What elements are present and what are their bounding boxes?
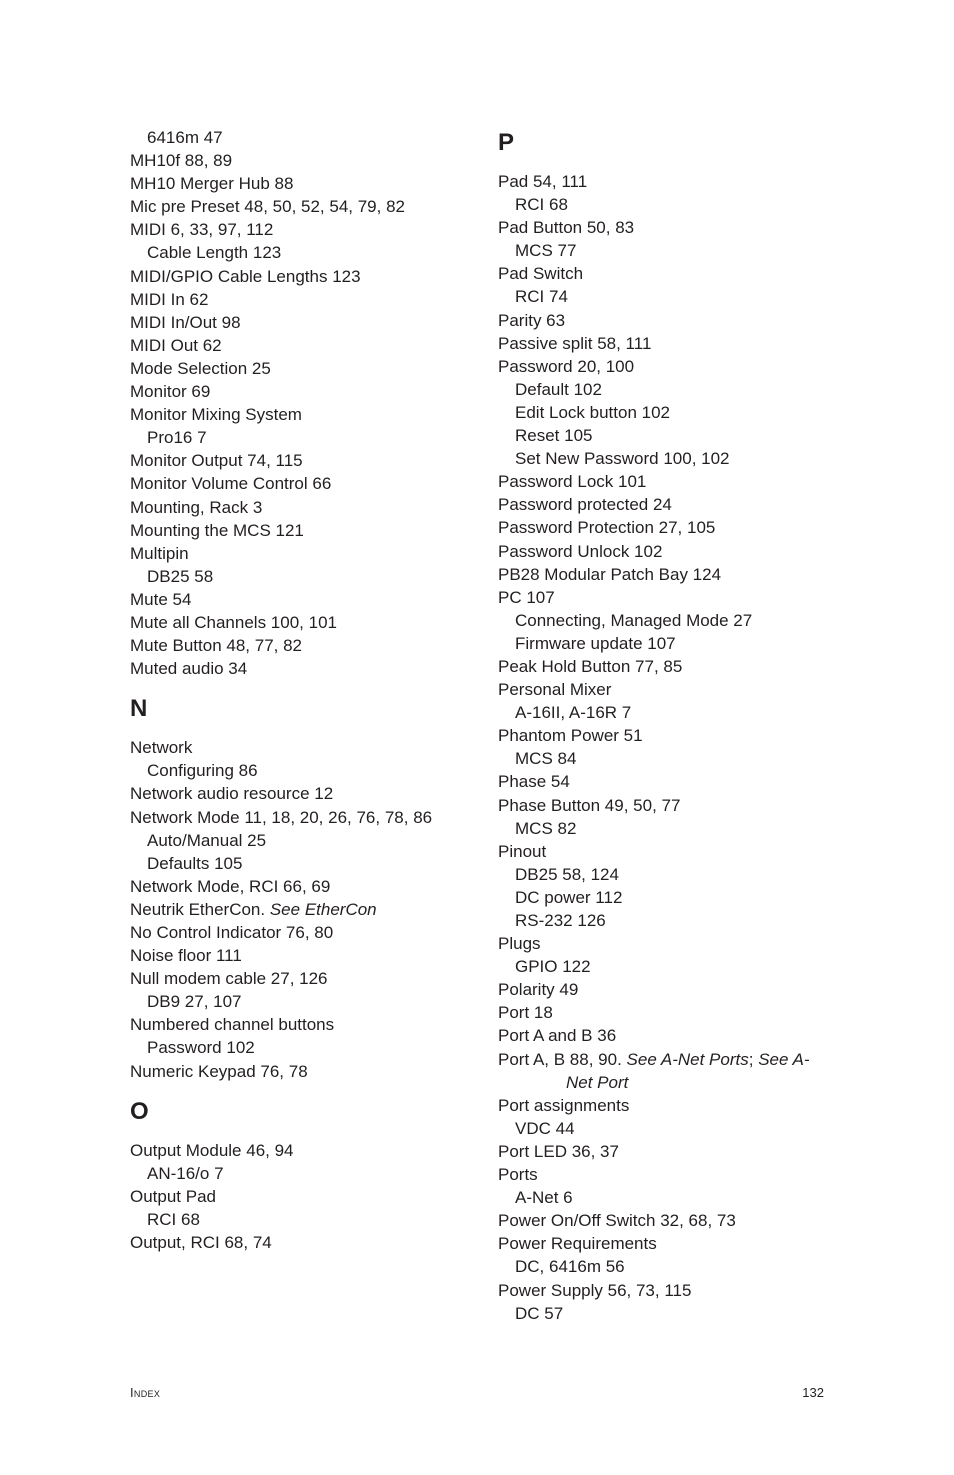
- index-entry: [130, 172, 490, 195]
- index-subentry: [498, 1255, 858, 1278]
- index-entry: [498, 262, 858, 285]
- entry-text: MIDI In/Out 98: [130, 312, 241, 332]
- index-entry: [498, 978, 858, 1001]
- entry-text: DB25 58: [147, 566, 214, 586]
- entry-text: Password Unlock 102: [498, 541, 663, 561]
- index-entry: [498, 355, 858, 378]
- page-number: 132: [802, 1385, 824, 1400]
- index-subentry: [130, 852, 490, 875]
- entry-text: Monitor Volume Control 66: [130, 474, 332, 494]
- entry-text: Personal Mixer: [498, 680, 612, 700]
- entry-text: Noise floor 111: [130, 946, 242, 966]
- entry-text: Auto/Manual 25: [147, 830, 267, 850]
- index-entry: [498, 724, 858, 747]
- entry-text: Muted audio 34: [130, 659, 248, 679]
- index-entry: [498, 493, 858, 516]
- index-entry: [130, 218, 490, 241]
- index-entry: [130, 611, 490, 634]
- index-subentry: [130, 241, 490, 264]
- index-entry: [130, 195, 490, 218]
- entry-text: Peak Hold Button 77, 85: [498, 656, 683, 676]
- index-entry: [498, 1163, 858, 1186]
- entry-text: Configuring 86: [147, 761, 258, 781]
- index-entry: [130, 806, 490, 829]
- index-entry: [130, 403, 490, 426]
- entry-text: DC 57: [515, 1303, 564, 1323]
- index-entry: [498, 170, 858, 193]
- entry-text: Pad Button 50, 83: [498, 218, 635, 238]
- entry-text: MH10f 88, 89: [130, 151, 233, 171]
- index-entry: [498, 332, 858, 355]
- index-subentry: [130, 426, 490, 449]
- entry-text: RS-232 126: [515, 911, 606, 930]
- index-entry: [498, 1232, 858, 1255]
- entry-text: Password Protection 27, 105: [498, 518, 716, 538]
- index-entry: [498, 216, 858, 239]
- index-entry: [130, 357, 490, 380]
- entry-text: Mic pre Preset 48, 50, 52, 54, 79, 82: [130, 197, 405, 217]
- cross-reference: See A-Net Ports: [626, 1049, 749, 1069]
- entry-text: Port A, B 88, 90.: [498, 1049, 627, 1069]
- index-subentry: [130, 829, 490, 852]
- index-subentry: [498, 817, 858, 840]
- index-entry: [498, 1279, 858, 1302]
- footer-section-label: Index: [130, 1385, 161, 1400]
- index-subentry: [498, 239, 858, 262]
- index-entry: [130, 265, 490, 288]
- index-entry: [130, 149, 490, 172]
- entry-text: DB25 58, 124: [515, 864, 619, 884]
- entry-text: AN-16/o 7: [147, 1163, 224, 1183]
- entry-text: Network audio resource 12: [130, 784, 334, 804]
- entry-text: Port A and B 36: [498, 1026, 617, 1046]
- cross-reference: See EtherCon: [269, 899, 377, 919]
- entry-text: Connecting, Managed Mode 27: [515, 610, 753, 630]
- entry-text: Mounting, Rack 3: [130, 497, 263, 517]
- entry-text: Mounting the MCS 121: [130, 520, 304, 540]
- index-subentry: [498, 447, 858, 470]
- entry-text: MH10 Merger Hub 88: [130, 174, 294, 194]
- index-subentry: [498, 747, 858, 770]
- entry-text: Network Mode 11, 18, 20, 26, 76, 78, 86: [130, 807, 433, 827]
- entry-text: Password Lock 101: [498, 472, 647, 492]
- entry-text: GPIO 122: [515, 957, 591, 977]
- index-entry: [130, 380, 490, 403]
- entry-text: Monitor 69: [130, 382, 211, 402]
- entry-text: MIDI/GPIO Cable Lengths 123: [130, 266, 361, 286]
- index-entry: [130, 496, 490, 519]
- index-subentry: [130, 1036, 490, 1059]
- entry-text: Monitor Mixing System: [130, 405, 302, 425]
- entry-text: RCI 74: [515, 287, 568, 307]
- index-letter-heading: P: [498, 129, 515, 156]
- entry-text: Password protected 24: [498, 495, 672, 515]
- entry-text: Output Module 46, 94: [130, 1140, 294, 1160]
- entry-text: Port 18: [498, 1003, 553, 1023]
- index-subentry: [498, 378, 858, 401]
- entry-text: Numeric Keypad 76, 78: [130, 1061, 308, 1081]
- entry-text: Neutrik EtherCon.: [130, 899, 270, 919]
- entry-text: PC 107: [498, 587, 555, 607]
- index-subentry: [498, 424, 858, 447]
- index-entry: [498, 586, 858, 609]
- index-subentry: [130, 1208, 490, 1231]
- index-entry: [498, 678, 858, 701]
- index-subentry: [130, 759, 490, 782]
- entry-text: Pinout: [498, 841, 547, 861]
- entry-text: MIDI 6, 33, 97, 112: [130, 220, 274, 240]
- entry-text: Multipin: [130, 543, 189, 563]
- index-entry: [498, 840, 858, 863]
- entry-text: Port LED 36, 37: [498, 1141, 619, 1161]
- index-subentry: [130, 565, 490, 588]
- index-entry: [130, 588, 490, 611]
- index-entry: [130, 288, 490, 311]
- entry-text: Defaults 105: [147, 853, 243, 873]
- index-entry: [498, 309, 858, 332]
- index-entry: [130, 1231, 490, 1254]
- index-entry: [498, 516, 858, 539]
- index-entry: [130, 1013, 490, 1036]
- entry-text: Phase Button 49, 50, 77: [498, 795, 681, 815]
- index-entry: [130, 875, 490, 898]
- entry-text: Default 102: [515, 379, 602, 399]
- entry-text: Power On/Off Switch 32, 68, 73: [498, 1211, 736, 1231]
- entry-text: Network Mode, RCI 66, 69: [130, 876, 331, 896]
- entry-text: Ports: [498, 1165, 538, 1185]
- index-subentry: [498, 1186, 858, 1209]
- cross-reference: See A-: [758, 1049, 810, 1069]
- index-entry: [130, 634, 490, 657]
- index-subentry: [130, 990, 490, 1013]
- entry-text: Monitor Output 74, 115: [130, 451, 303, 471]
- entry-text: Mute 54: [130, 589, 192, 609]
- entry-text: Null modem cable 27, 126: [130, 969, 328, 989]
- cross-reference: Net Port: [566, 1072, 629, 1092]
- entry-text: Mute Button 48, 77, 82: [130, 636, 303, 656]
- entry-text: Power Requirements: [498, 1234, 657, 1254]
- index-entry: [130, 1185, 490, 1208]
- entry-text: Cable Length 123: [147, 243, 282, 263]
- index-subentry: [498, 886, 858, 909]
- index-entry: [498, 540, 858, 563]
- index-entry: [130, 311, 490, 334]
- index-entry: [498, 1209, 858, 1232]
- entry-text: 6416m 47: [147, 128, 223, 147]
- index-entry: [130, 472, 490, 495]
- index-subentry: [498, 193, 858, 216]
- index-entry: [130, 657, 490, 680]
- index-entry: [130, 334, 490, 357]
- entry-text: Plugs: [498, 934, 541, 954]
- index-subentry: [498, 632, 858, 655]
- entry-text: PB28 Modular Patch Bay 124: [498, 564, 722, 584]
- index-subentry: [130, 1162, 490, 1185]
- entry-text: DB9 27, 107: [147, 992, 242, 1012]
- index-subentry: [498, 1071, 858, 1094]
- entry-text: Password 102: [147, 1038, 255, 1058]
- entry-text: Network: [130, 738, 193, 758]
- index-column-left: [130, 126, 490, 1254]
- entry-text: MCS 77: [515, 241, 577, 261]
- index-entry: [498, 932, 858, 955]
- entry-text: Polarity 49: [498, 980, 579, 1000]
- index-subentry: [498, 1117, 858, 1140]
- index-entry: [130, 519, 490, 542]
- index-entry: [498, 470, 858, 493]
- index-entry: [130, 898, 490, 921]
- index-entry: [130, 944, 490, 967]
- index-subentry: [498, 955, 858, 978]
- index-subentry: [498, 609, 858, 632]
- index-entry: [498, 770, 858, 793]
- entry-text: MIDI In 62: [130, 289, 209, 309]
- entry-text: Output Pad: [130, 1186, 217, 1206]
- index-letter-heading: N: [130, 695, 148, 723]
- entry-text: Set New Password 100, 102: [515, 449, 730, 469]
- entry-text: Pad 54, 111: [498, 172, 588, 191]
- index-entry: [498, 1094, 858, 1117]
- entry-text: VDC 44: [515, 1118, 575, 1138]
- index-entry: [130, 1139, 490, 1162]
- index-entry: [498, 563, 858, 586]
- entry-text: DC power 112: [515, 887, 623, 907]
- index-entry: [130, 921, 490, 944]
- entry-text: RCI 68: [147, 1209, 200, 1229]
- entry-text: Parity 63: [498, 310, 566, 330]
- entry-text: Pro16 7: [147, 428, 207, 448]
- index-entry: [130, 1060, 490, 1083]
- entry-text: Numbered channel buttons: [130, 1015, 335, 1035]
- entry-text: Power Supply 56, 73, 115: [498, 1280, 692, 1300]
- entry-text: No Control Indicator 76, 80: [130, 923, 334, 942]
- entry-text: Firmware update 107: [515, 633, 676, 653]
- index-entry: [498, 1024, 858, 1047]
- index-entry: [130, 542, 490, 565]
- index-entry: [498, 794, 858, 817]
- index-subentry: [498, 285, 858, 308]
- entry-text: Phase 54: [498, 772, 570, 792]
- index-entry: [498, 1001, 858, 1024]
- index-subentry: [498, 401, 858, 424]
- index-subentry: [498, 909, 858, 932]
- index-column-right: [498, 126, 858, 1325]
- entry-text: MCS 84: [515, 749, 577, 769]
- entry-text: Port assignments: [498, 1095, 630, 1115]
- entry-text: Pad Switch: [498, 264, 584, 284]
- index-letter-heading: O: [130, 1097, 149, 1125]
- index-entry: [130, 782, 490, 805]
- index-entry: [498, 655, 858, 678]
- entry-text: DC, 6416m 56: [515, 1257, 625, 1277]
- entry-text: A-Net 6: [515, 1188, 573, 1208]
- index-entry: [130, 736, 490, 759]
- index-entry: [498, 1048, 858, 1071]
- entry-text: Passive split 58, 111: [498, 333, 652, 353]
- entry-text: Password 20, 100: [498, 356, 635, 376]
- entry-text: MIDI Out 62: [130, 335, 222, 355]
- index-entry: [130, 449, 490, 472]
- entry-text: Mute all Channels 100, 101: [130, 612, 337, 632]
- entry-text: ;: [748, 1049, 759, 1069]
- index-entry: [498, 1140, 858, 1163]
- entry-text: Edit Lock button 102: [515, 402, 671, 422]
- index-subentry: [498, 863, 858, 886]
- entry-text: RCI 68: [515, 195, 568, 215]
- index-subentry: [498, 1302, 858, 1325]
- entry-text: Output, RCI 68, 74: [130, 1233, 272, 1253]
- entry-text: Mode Selection 25: [130, 358, 271, 378]
- entry-text: Phantom Power 51: [498, 726, 643, 746]
- entry-text: A-16II, A-16R 7: [515, 703, 632, 723]
- index-subentry: [498, 701, 858, 724]
- index-entry: [130, 967, 490, 990]
- entry-text: Reset 105: [515, 426, 593, 446]
- entry-text: MCS 82: [515, 818, 577, 838]
- index-subentry: [130, 126, 490, 149]
